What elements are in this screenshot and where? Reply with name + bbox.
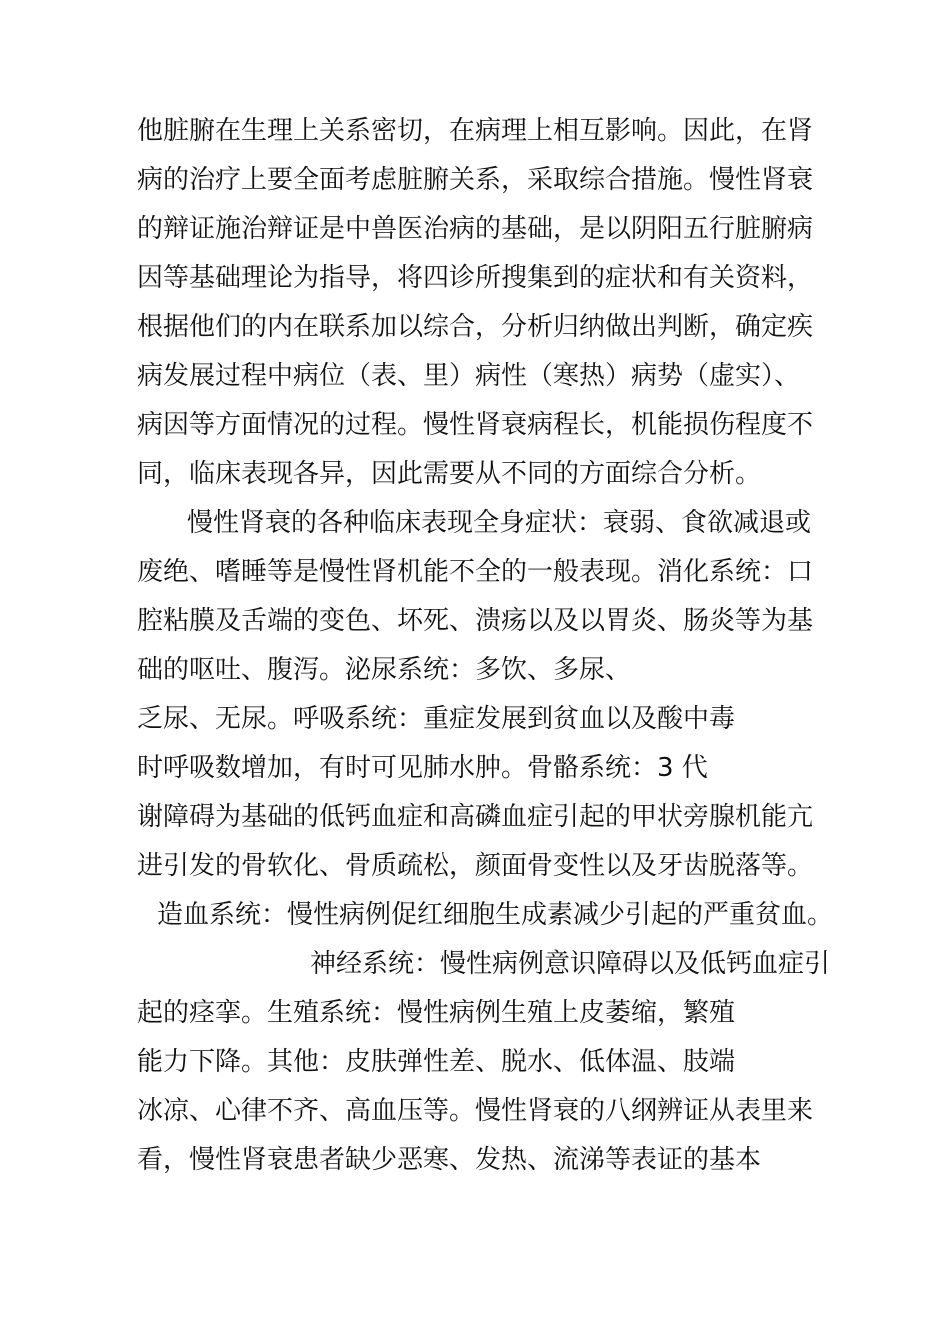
text-line-11: 腔粘膜及舌端的变色、坏死、溃疡以及以胃炎、肠炎等为基 [137,606,814,636]
text-line-10: 废绝、嗜睡等是慢性肾机能不全的一般表现。消化系统：口 [137,557,814,587]
text-line-17: 造血系统：慢性病例促红细胞生成素减少引起的严重贫血。 [157,900,834,930]
text-line-18: 神经系统：慢性病例意识障碍以及低钙血症引 [310,949,831,979]
text-line-13: 乏尿、无尿。呼吸系统：重症发展到贫血以及酸中毒 [137,704,736,734]
text-line-4: 因等基础理论为指导，将四诊所搜集到的症状和有关资料， [137,263,814,293]
text-line-6: 病发展过程中病位（表、里）病性（寒热）病势（虚实）、 [137,361,801,391]
text-line-21: 冰凉、心律不齐、高血压等。慢性肾衰的八纲辨证从表里来 [137,1096,814,1126]
text-line-5: 根据他们的内在联系加以综合，分析归纳做出判断，确定疾 [137,312,814,342]
text-line-16: 进引发的骨软化、骨质疏松，颜面骨变性以及牙齿脱落等。 [137,851,814,881]
text-line-2: 病的治疗上要全面考虑脏腑关系，采取综合措施。慢性肾衰 [137,165,814,195]
text-line-15: 谢障碍为基础的低钙血症和高磷血症引起的甲状旁腺机能亢 [137,802,814,832]
text-line-19: 起的痉挛。生殖系统：慢性病例生殖上皮萎缩，繁殖 [137,998,736,1028]
text-line-7: 病因等方面情况的过程。慢性肾衰病程长，机能损伤程度不 [137,410,814,440]
text-line-1: 他脏腑在生理上关系密切，在病理上相互影响。因此，在肾 [137,116,814,146]
text-line-8: 同，临床表现各异，因此需要从不同的方面综合分析。 [137,459,762,489]
text-line-12: 础的呕吐、腹泻。泌尿系统：多饮、多尿、 [137,655,632,685]
text-line-14: 时呼吸数增加，有时可见肺水肿。骨骼系统：3 代 [137,753,708,783]
text-line-9-paragraph-start: 慢性肾衰的各种临床表现全身症状：衰弱、食欲减退或 [187,508,812,538]
text-line-22: 看，慢性肾衰患者缺少恶寒、发热、流涕等表证的基本 [137,1145,762,1175]
text-line-20: 能力下降。其他：皮肤弹性差、脱水、低体温、肢端 [137,1047,736,1077]
text-line-3: 的辩证施治辩证是中兽医治病的基础，是以阴阳五行脏腑病 [137,214,814,244]
